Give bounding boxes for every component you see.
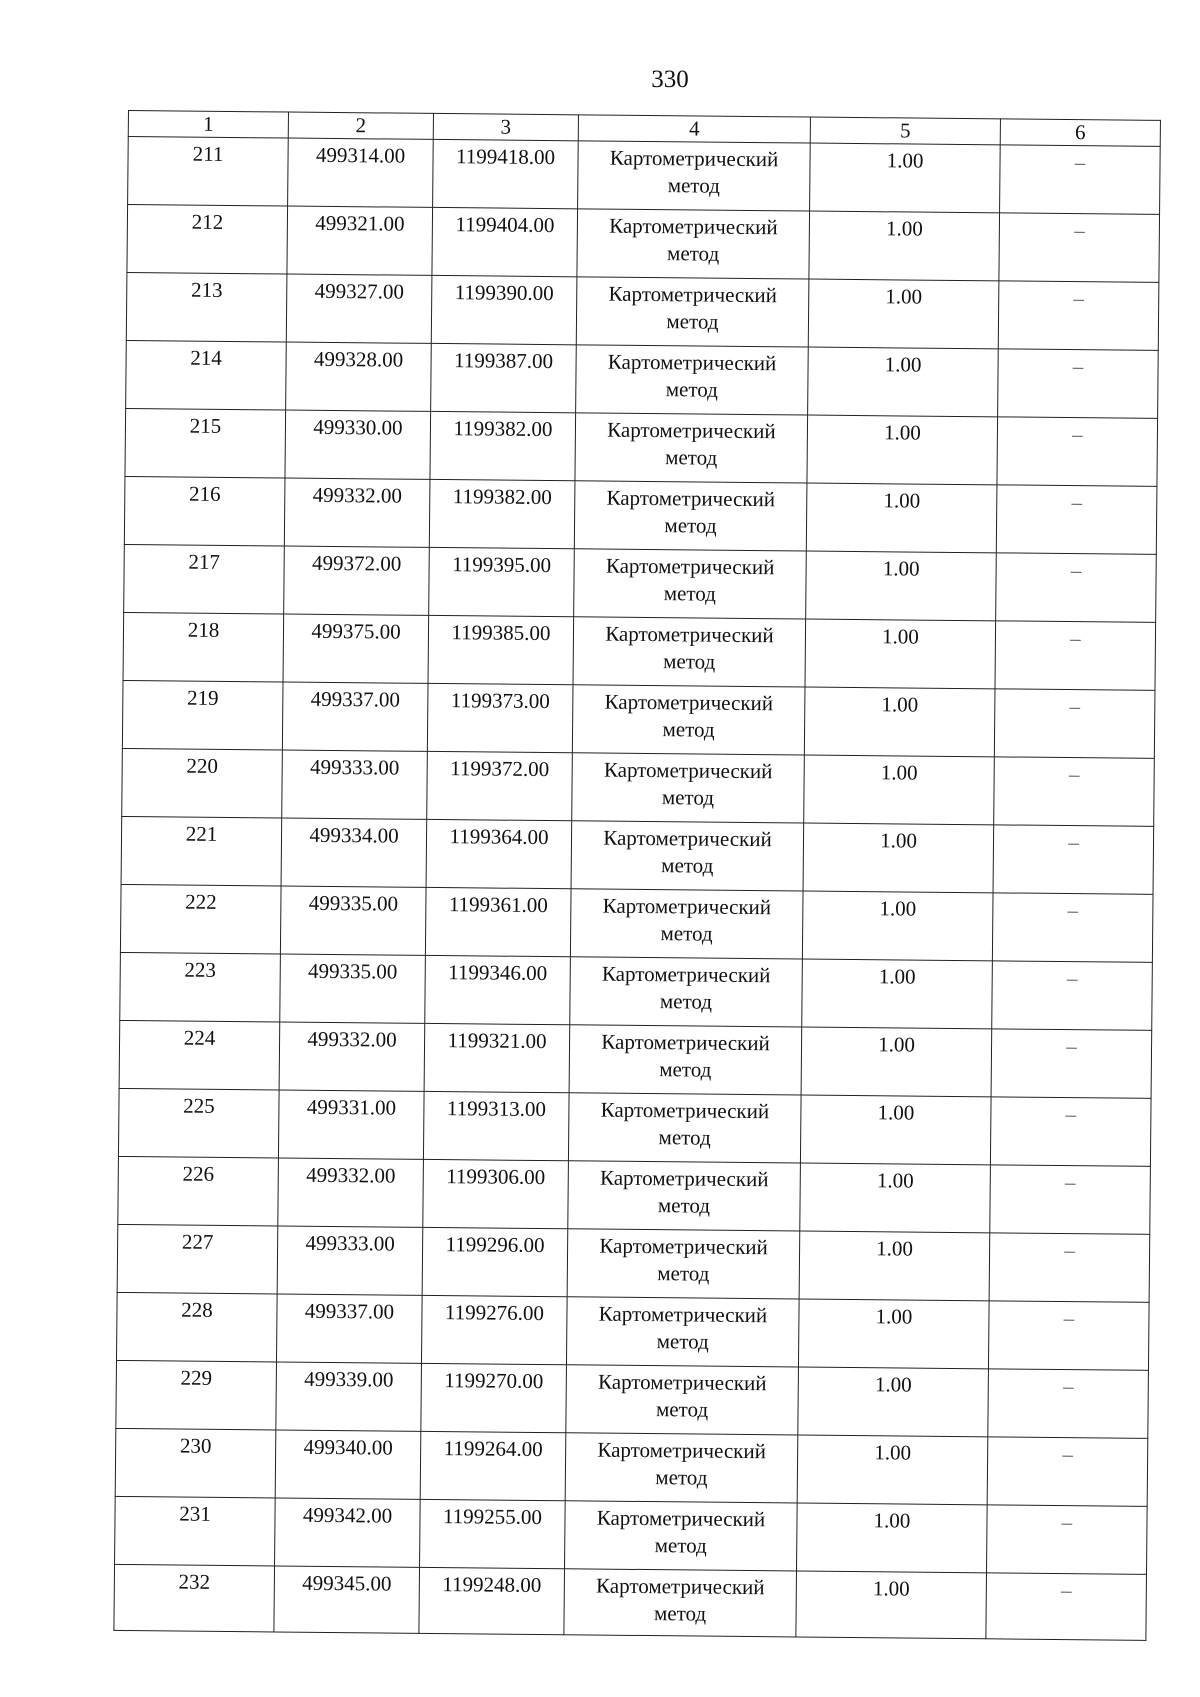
- table-row: [120, 884, 1153, 962]
- accuracy-cell: 1.00: [799, 1231, 990, 1301]
- description-cell: –: [994, 689, 1155, 759]
- description-cell: –: [1000, 145, 1161, 215]
- table-row: [126, 272, 1159, 350]
- description-cell: –: [990, 1165, 1151, 1235]
- point-number-cell: 219: [122, 680, 283, 750]
- method-cell: Картометрический метод: [572, 753, 805, 823]
- y-coordinate-cell: 1199385.00: [428, 615, 574, 684]
- x-coordinate-cell: 499342.00: [275, 1498, 421, 1567]
- x-coordinate-cell: 499332.00: [278, 1158, 424, 1227]
- point-number-cell: 213: [126, 272, 287, 342]
- accuracy-cell: 1.00: [802, 891, 993, 961]
- accuracy-cell: 1.00: [809, 211, 1000, 281]
- description-cell: –: [992, 893, 1153, 963]
- column-header: 1: [128, 111, 288, 139]
- accuracy-cell: 1.00: [804, 687, 995, 757]
- column-header: 4: [578, 115, 810, 143]
- y-coordinate-cell: 1199270.00: [421, 1363, 567, 1432]
- x-coordinate-cell: 499334.00: [281, 818, 427, 887]
- table-row: [116, 1360, 1149, 1438]
- y-coordinate-cell: 1199382.00: [429, 479, 575, 548]
- description-cell: –: [996, 553, 1157, 623]
- table-row: [115, 1428, 1148, 1506]
- table-row: [122, 680, 1155, 758]
- point-number-cell: 217: [124, 544, 285, 614]
- table-row: [124, 544, 1157, 622]
- column-header: 3: [433, 113, 578, 140]
- y-coordinate-cell: 1199372.00: [427, 751, 573, 820]
- point-number-cell: 232: [114, 1564, 275, 1632]
- accuracy-cell: 1.00: [806, 483, 997, 553]
- table-row: [121, 816, 1154, 894]
- y-coordinate-cell: 1199404.00: [432, 207, 578, 276]
- accuracy-cell: 1.00: [802, 959, 993, 1029]
- method-cell: Картометрический метод: [567, 1229, 800, 1299]
- x-coordinate-cell: 499375.00: [283, 614, 429, 683]
- y-coordinate-cell: 1199255.00: [420, 1499, 566, 1568]
- table-row: [123, 612, 1156, 690]
- point-number-cell: 215: [125, 408, 286, 478]
- point-number-cell: 218: [123, 612, 284, 682]
- accuracy-cell: 1.00: [808, 279, 999, 349]
- method-cell: Картометрический метод: [570, 889, 803, 959]
- method-cell: Картометрический метод: [574, 481, 807, 551]
- point-number-cell: 230: [115, 1428, 276, 1498]
- table-row: [127, 205, 1160, 283]
- accuracy-cell: 1.00: [810, 143, 1001, 213]
- accuracy-cell: 1.00: [800, 1163, 991, 1233]
- description-cell: –: [997, 417, 1158, 487]
- accuracy-cell: 1.00: [798, 1367, 989, 1437]
- method-cell: Картометрический метод: [568, 1093, 801, 1163]
- point-number-cell: 221: [121, 816, 282, 886]
- y-coordinate-cell: 1199387.00: [431, 343, 577, 412]
- accuracy-cell: 1.00: [801, 1027, 992, 1097]
- description-cell: –: [988, 1369, 1149, 1439]
- point-number-cell: 226: [118, 1156, 279, 1226]
- x-coordinate-cell: 499327.00: [286, 274, 432, 343]
- description-cell: –: [986, 1505, 1147, 1575]
- x-coordinate-cell: 499333.00: [282, 750, 428, 819]
- x-coordinate-cell: 499339.00: [276, 1362, 422, 1431]
- description-cell: –: [996, 485, 1157, 555]
- description-cell: –: [988, 1301, 1149, 1371]
- point-number-cell: 223: [120, 952, 281, 1022]
- description-cell: –: [987, 1437, 1148, 1507]
- table-row: [117, 1224, 1150, 1302]
- x-coordinate-cell: 499337.00: [282, 682, 428, 751]
- x-coordinate-cell: 499337.00: [276, 1294, 422, 1363]
- x-coordinate-cell: 499340.00: [275, 1430, 421, 1499]
- point-number-cell: 220: [122, 748, 283, 818]
- table-row: [124, 476, 1157, 554]
- y-coordinate-cell: 1199313.00: [423, 1091, 569, 1160]
- table-row: [116, 1292, 1149, 1370]
- method-cell: Картометрический метод: [566, 1297, 799, 1367]
- y-coordinate-cell: 1199382.00: [430, 411, 576, 480]
- point-number-cell: 227: [117, 1224, 278, 1294]
- point-number-cell: 211: [128, 137, 289, 207]
- point-number-cell: 222: [120, 884, 281, 954]
- method-cell: Картометрический метод: [572, 685, 805, 755]
- x-coordinate-cell: 499333.00: [277, 1226, 423, 1295]
- table-body: [114, 137, 1160, 1641]
- x-coordinate-cell: 499372.00: [284, 546, 430, 615]
- accuracy-cell: 1.00: [797, 1503, 988, 1573]
- method-cell: Картометрический метод: [575, 413, 808, 483]
- accuracy-cell: 1.00: [796, 1571, 987, 1639]
- y-coordinate-cell: 1199248.00: [419, 1567, 565, 1634]
- x-coordinate-cell: 499335.00: [280, 954, 426, 1023]
- x-coordinate-cell: 499331.00: [278, 1090, 424, 1159]
- coordinates-table: [113, 110, 1161, 1641]
- y-coordinate-cell: 1199373.00: [427, 683, 573, 752]
- description-cell: –: [990, 1097, 1151, 1167]
- y-coordinate-cell: 1199321.00: [424, 1023, 570, 1092]
- x-coordinate-cell: 499332.00: [284, 478, 430, 547]
- point-number-cell: 214: [126, 340, 287, 410]
- method-cell: Картометрический метод: [565, 1433, 798, 1503]
- description-cell: –: [989, 1233, 1150, 1303]
- description-cell: –: [995, 621, 1156, 691]
- description-cell: –: [999, 213, 1160, 283]
- column-header: 2: [288, 112, 433, 139]
- method-cell: Картометрический метод: [565, 1501, 798, 1571]
- accuracy-cell: 1.00: [806, 551, 997, 621]
- accuracy-cell: 1.00: [800, 1095, 991, 1165]
- point-number-cell: 216: [124, 476, 285, 546]
- y-coordinate-cell: 1199306.00: [423, 1159, 569, 1228]
- point-number-cell: 228: [116, 1292, 277, 1362]
- y-coordinate-cell: 1199296.00: [422, 1227, 568, 1296]
- method-cell: Картометрический метод: [571, 821, 804, 891]
- table-row: [126, 340, 1159, 418]
- table-row: [120, 952, 1153, 1030]
- x-coordinate-cell: 499321.00: [287, 206, 433, 275]
- y-coordinate-cell: 1199264.00: [420, 1431, 566, 1500]
- point-number-cell: 212: [127, 205, 288, 275]
- y-coordinate-cell: 1199346.00: [425, 955, 571, 1024]
- description-cell: –: [998, 281, 1159, 351]
- point-number-cell: 229: [116, 1360, 277, 1430]
- table-row: [118, 1156, 1151, 1234]
- x-coordinate-cell: 499328.00: [286, 342, 432, 411]
- method-cell: Картометрический метод: [566, 1365, 799, 1435]
- table-row: [119, 1020, 1152, 1098]
- column-header: 6: [1000, 119, 1160, 147]
- y-coordinate-cell: 1199418.00: [433, 139, 579, 208]
- y-coordinate-cell: 1199276.00: [421, 1295, 567, 1364]
- description-cell: –: [986, 1573, 1147, 1641]
- accuracy-cell: 1.00: [803, 823, 994, 893]
- table-row: [118, 1088, 1151, 1166]
- description-cell: –: [992, 961, 1153, 1031]
- accuracy-cell: 1.00: [804, 755, 995, 825]
- method-cell: Картометрический метод: [576, 277, 809, 347]
- accuracy-cell: 1.00: [797, 1435, 988, 1505]
- column-header: 5: [810, 117, 1000, 145]
- accuracy-cell: 1.00: [807, 415, 998, 485]
- method-cell: Картометрический метод: [573, 617, 806, 687]
- table-row: [128, 137, 1161, 215]
- method-cell: Картометрический метод: [578, 141, 811, 211]
- description-cell: –: [998, 349, 1159, 419]
- table-row: [115, 1496, 1148, 1574]
- accuracy-cell: 1.00: [798, 1299, 989, 1369]
- method-cell: Картометрический метод: [570, 957, 803, 1027]
- table-row: [122, 748, 1155, 826]
- x-coordinate-cell: 499314.00: [288, 138, 434, 207]
- point-number-cell: 225: [118, 1088, 279, 1158]
- method-cell: Картометрический метод: [576, 345, 809, 415]
- method-cell: Картометрический метод: [569, 1025, 802, 1095]
- y-coordinate-cell: 1199395.00: [429, 547, 575, 616]
- y-coordinate-cell: 1199361.00: [425, 887, 571, 956]
- description-cell: –: [991, 1029, 1152, 1099]
- table-row: [114, 1564, 1147, 1640]
- page-number: 330: [651, 66, 689, 93]
- description-cell: –: [994, 757, 1155, 827]
- method-cell: Картометрический метод: [564, 1569, 797, 1637]
- table-row: [125, 408, 1158, 486]
- point-number-cell: 224: [119, 1020, 280, 1090]
- point-number-cell: 231: [115, 1496, 276, 1566]
- y-coordinate-cell: 1199390.00: [431, 275, 577, 344]
- method-cell: Картометрический метод: [574, 549, 807, 619]
- description-cell: –: [993, 825, 1154, 895]
- accuracy-cell: 1.00: [808, 347, 999, 417]
- x-coordinate-cell: 499345.00: [274, 1566, 420, 1633]
- method-cell: Картометрический метод: [577, 209, 810, 279]
- x-coordinate-cell: 499330.00: [285, 410, 431, 479]
- accuracy-cell: 1.00: [805, 619, 996, 689]
- x-coordinate-cell: 499332.00: [279, 1022, 425, 1091]
- y-coordinate-cell: 1199364.00: [426, 819, 572, 888]
- method-cell: Картометрический метод: [568, 1161, 801, 1231]
- x-coordinate-cell: 499335.00: [280, 886, 426, 955]
